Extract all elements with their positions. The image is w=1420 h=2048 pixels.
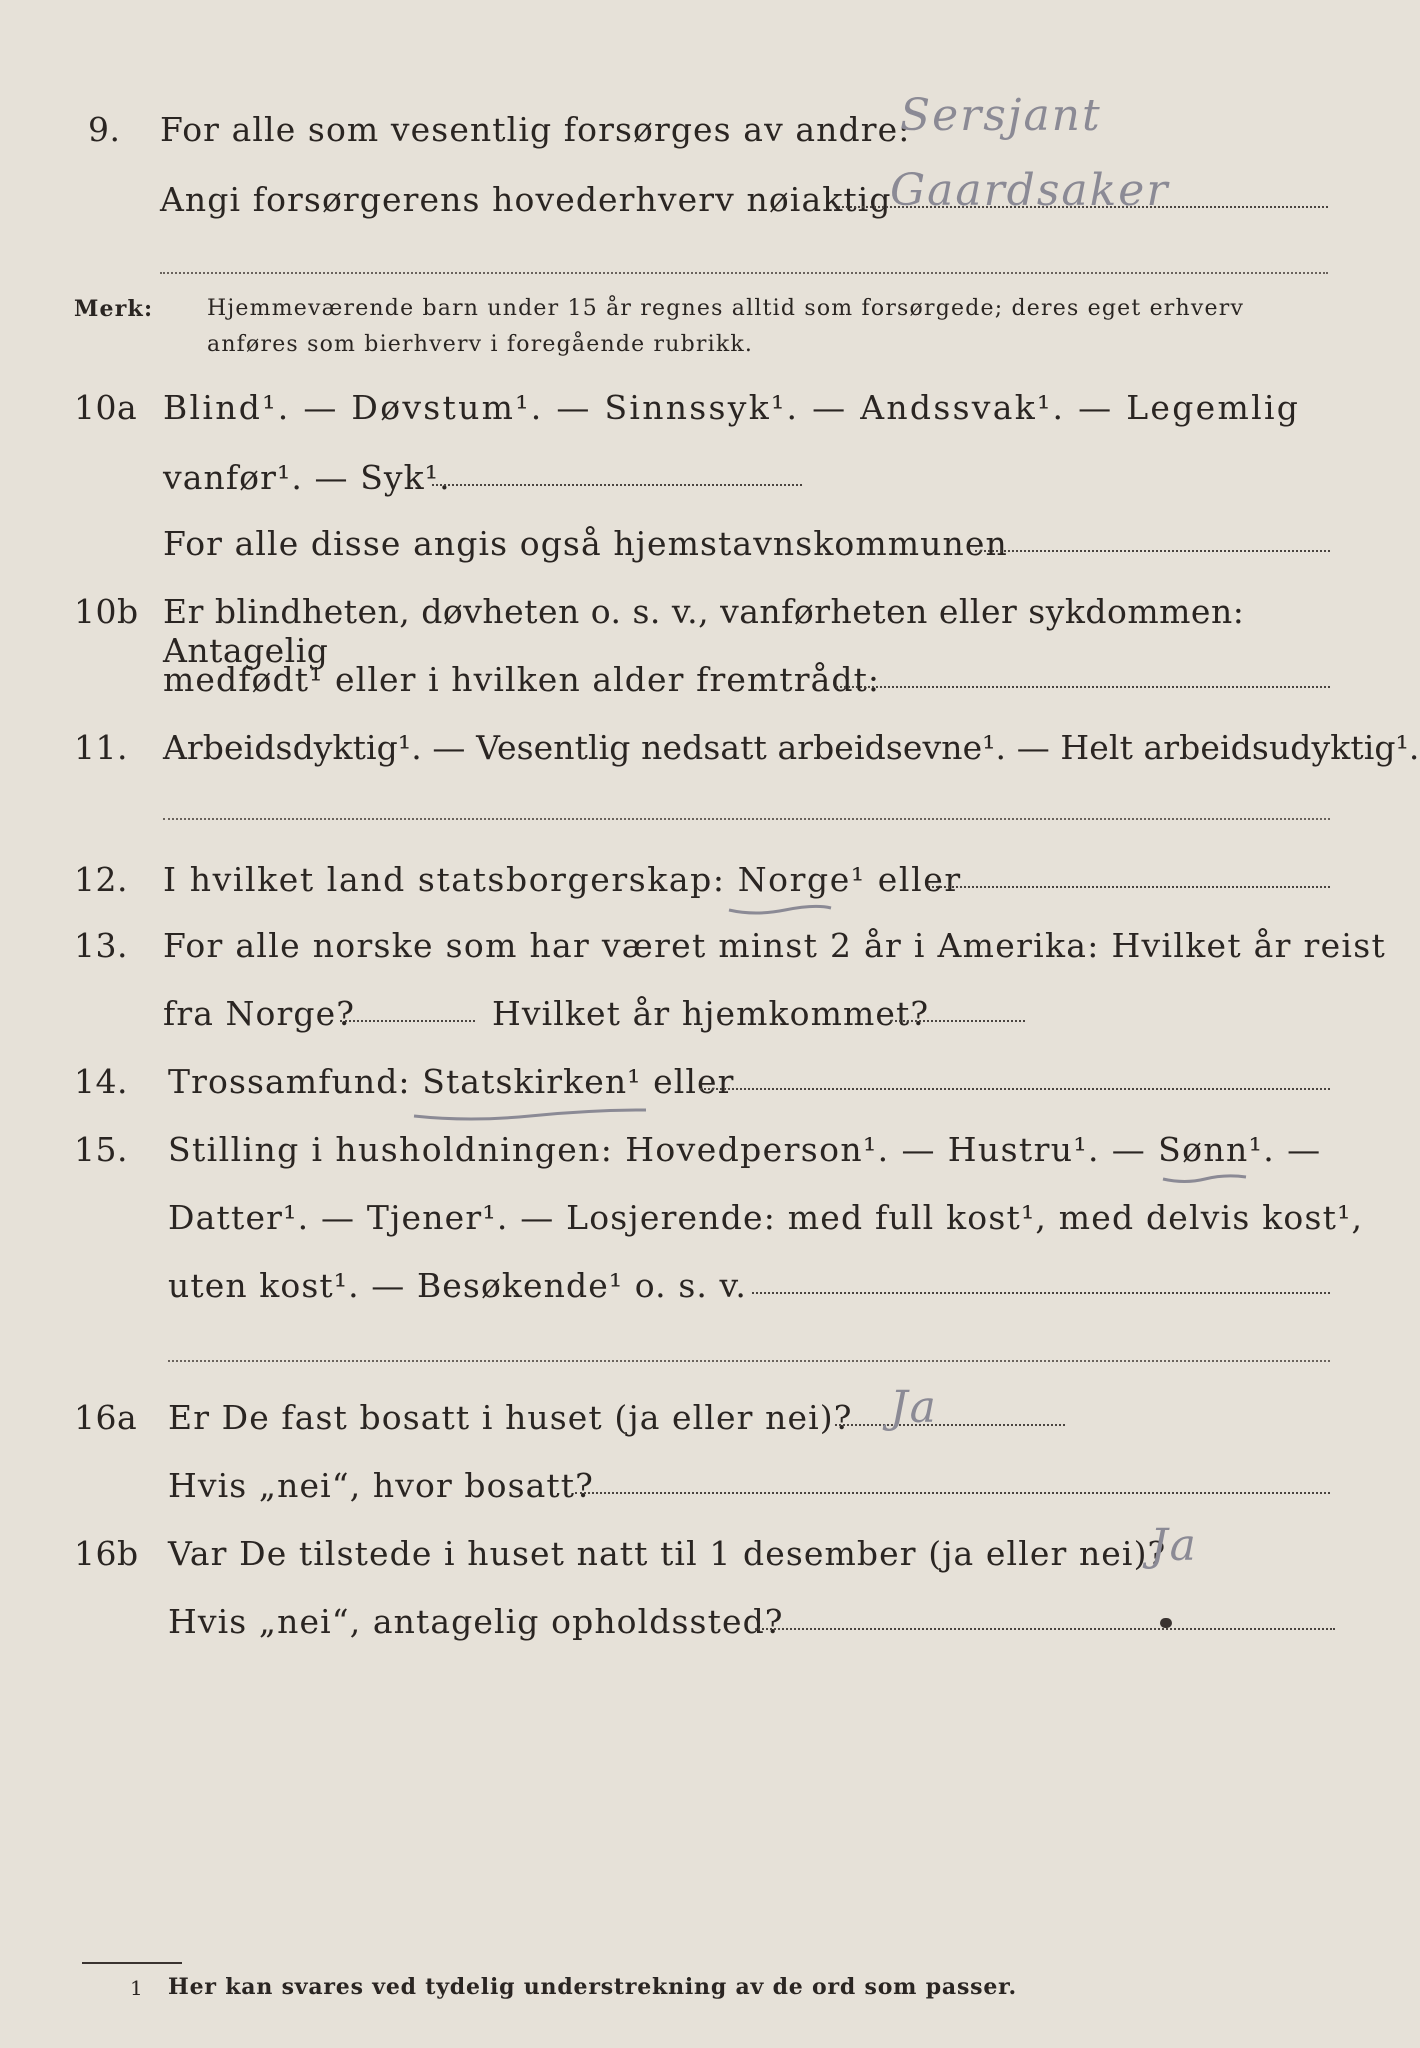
footnote-mark: 1 [130, 1976, 144, 2000]
q13-year-left-answer-line [340, 1020, 475, 1022]
q16b-whereabouts-answer-line [755, 1628, 1335, 1630]
footnote-rule [82, 1962, 182, 1964]
merk-line1: Hjemmeværende barn under 15 år regnes alltid som forsørgede; deres eget erhverv [207, 296, 1245, 321]
q16a-handwritten-answer: Ja [890, 1382, 938, 1433]
q14-line1: Trossamfund: Statskirken¹ eller [168, 1062, 735, 1101]
q10a-hometown-answer-line [975, 550, 1330, 552]
q16b-number: 16b [74, 1534, 139, 1573]
q16a-line2: Hvis „nei“, hvor bosatt? [168, 1466, 594, 1505]
q14-number: 14. [74, 1062, 128, 1101]
separator-line [160, 272, 1328, 274]
q10a-number: 10a [74, 388, 138, 427]
merk-label: Merk: [74, 296, 154, 322]
q10b-answer-line [836, 686, 1330, 688]
q15-line3: uten kost¹. — Besøkende¹ o. s. v. [168, 1266, 747, 1305]
q15-line1: Stilling i husholdningen: Hovedperson¹. — Hustru¹. — Sønn¹. — [168, 1130, 1322, 1169]
q13-line1: For alle norske som har været minst 2 år i Amerika: Hvilket år reist [163, 926, 1387, 965]
q13-year-returned-answer-line [890, 1020, 1025, 1022]
ink-dot [1160, 1618, 1172, 1628]
q9-line2: Angi forsørgerens hovederhverv nøiaktig [160, 180, 892, 219]
q10a-line1: Blind¹. — Døvstum¹. — Sinnssyk¹. — Andssvak¹. — Legemlig [163, 388, 1301, 427]
q9-handwritten-answer-1: Sersjant [900, 90, 1102, 141]
q12-answer-line [928, 886, 1330, 888]
q16a-number: 16a [74, 1398, 138, 1437]
q16a-answer-line [835, 1424, 1065, 1426]
q10a-line2: vanfør¹. — Syk¹. [163, 458, 451, 497]
merk-line2: anføres som bierhverv i foregående rubrikk. [207, 332, 754, 357]
q15-separator-line [168, 1360, 1330, 1362]
norge-underline-mark [725, 900, 835, 920]
q16b-line2: Hvis „nei“, antagelig opholdssted? [168, 1602, 784, 1641]
q15-line2: Datter¹. — Tjener¹. — Losjerende: med full kost¹, med delvis kost¹, [168, 1198, 1364, 1237]
q9-number: 9. [88, 110, 121, 149]
q13-line2a: fra Norge? [163, 994, 356, 1033]
q10a-line3: For alle disse angis også hjemstavnskommunen [163, 524, 1008, 563]
q12-number: 12. [74, 860, 128, 899]
q16a-residence-answer-line [575, 1492, 1330, 1494]
q13-number: 13. [74, 926, 128, 965]
q16a-line1: Er De fast bosatt i huset (ja eller nei)? [168, 1398, 853, 1437]
q15-number: 15. [74, 1130, 128, 1169]
q9-line1: For alle som vesentlig forsørges av andre: [160, 110, 911, 149]
q16b-line1: Var De tilstede i huset natt til 1 desember (ja eller nei)? [168, 1534, 1167, 1573]
q11-number: 11. [74, 728, 128, 767]
q10b-number: 10b [74, 592, 139, 631]
sonn-underline-mark [1160, 1170, 1250, 1188]
q10b-line1: Er blindheten, døvheten o. s. v., vanførheten eller sykdommen: Antagelig [163, 592, 1245, 670]
q14-answer-line [700, 1088, 1330, 1090]
q11-answer-line [163, 818, 1330, 820]
statskirken-underline-mark [410, 1104, 650, 1126]
q12-line1: I hvilket land statsborgerskap: Norge¹ eller [163, 860, 962, 899]
q9-handwritten-answer-2: Gaardsaker [890, 165, 1170, 216]
q13-line2b: Hvilket år hjemkommet? [492, 994, 930, 1033]
q16b-handwritten-answer: Ja [1150, 1520, 1198, 1571]
footnote-text: Her kan svares ved tydelig understrekning av de ord som passer. [168, 1974, 1017, 2000]
q10a-sick-answer-line [432, 484, 802, 486]
q11-line1: Arbeidsdyktig¹. — Vesentlig nedsatt arbeidsevne¹. — Helt arbeidsudyktig¹. [163, 728, 1420, 767]
q10b-line2: medfødt¹ eller i hvilken alder fremtrådt: [163, 660, 881, 699]
q15-answer-line [752, 1292, 1330, 1294]
